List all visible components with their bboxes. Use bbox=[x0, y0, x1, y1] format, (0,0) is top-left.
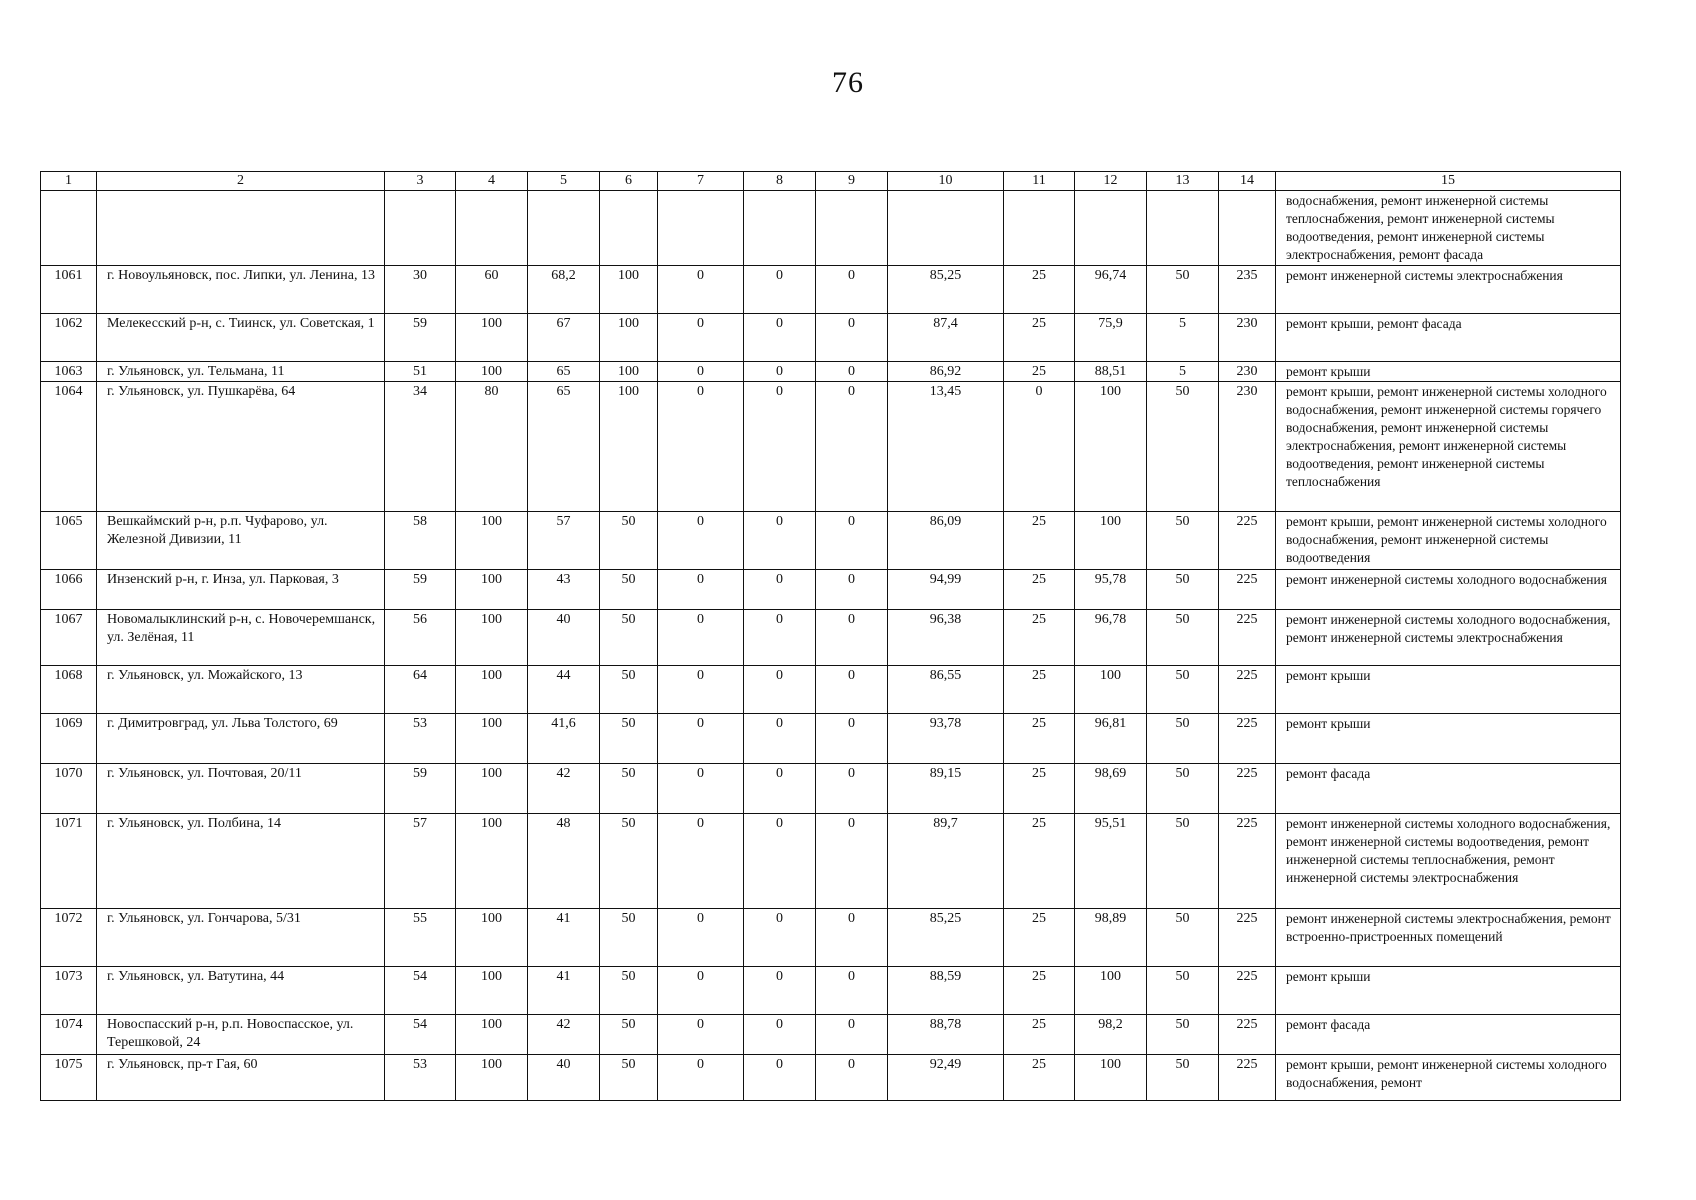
col-9-value: 0 bbox=[816, 382, 888, 512]
work-description: ремонт крыши bbox=[1276, 967, 1621, 1015]
address: г. Ульяновск, ул. Гончарова, 5/31 bbox=[97, 909, 385, 967]
header-row bbox=[41, 172, 1621, 191]
col-12-value: 100 bbox=[1075, 967, 1147, 1015]
col-6-value: 100 bbox=[600, 362, 658, 382]
col-10-value: 88,78 bbox=[888, 1015, 1004, 1055]
col-5-value: 43 bbox=[528, 570, 600, 610]
col-4-value: 100 bbox=[456, 610, 528, 666]
col-8-value: 0 bbox=[744, 382, 816, 512]
row-number: 1066 bbox=[41, 570, 97, 610]
col-11-value: 25 bbox=[1004, 909, 1075, 967]
table-row bbox=[41, 909, 1621, 967]
col-14-value: 225 bbox=[1219, 570, 1276, 610]
col-3-value: 55 bbox=[385, 909, 456, 967]
col-4-value: 100 bbox=[456, 314, 528, 362]
col-4-value: 60 bbox=[456, 266, 528, 314]
col-9-value: 0 bbox=[816, 266, 888, 314]
page-number: 76 bbox=[832, 66, 864, 99]
col-7-value: 0 bbox=[658, 909, 744, 967]
col-4-value: 100 bbox=[456, 814, 528, 909]
col-9-value: 0 bbox=[816, 362, 888, 382]
col-3-value: 59 bbox=[385, 314, 456, 362]
col-14-value: 225 bbox=[1219, 909, 1276, 967]
row-number: 1071 bbox=[41, 814, 97, 909]
col-5-value: 41,6 bbox=[528, 714, 600, 764]
col-11-value: 25 bbox=[1004, 512, 1075, 570]
work-description: ремонт инженерной системы холодного водоснабжения bbox=[1276, 570, 1621, 610]
col-13-value: 50 bbox=[1147, 382, 1219, 512]
col-10-value: 86,09 bbox=[888, 512, 1004, 570]
column-header: 9 bbox=[816, 172, 888, 191]
col-12-value: 96,74 bbox=[1075, 266, 1147, 314]
col-13-value: 50 bbox=[1147, 610, 1219, 666]
work-description: ремонт крыши bbox=[1276, 666, 1621, 714]
col-6-value: 50 bbox=[600, 512, 658, 570]
work-description: ремонт крыши, ремонт инженерной системы холодного водоснабжения, ремонт инженерной системы водоотведения bbox=[1276, 512, 1621, 570]
work-description: ремонт фасада bbox=[1276, 1015, 1621, 1055]
col-7-value: 0 bbox=[658, 362, 744, 382]
col-11-value: 0 bbox=[1004, 382, 1075, 512]
work-description: ремонт крыши, ремонт инженерной системы холодного водоснабжения, ремонт bbox=[1276, 1055, 1621, 1101]
col-5-value: 40 bbox=[528, 1055, 600, 1101]
col-10-value: 96,38 bbox=[888, 610, 1004, 666]
column-header: 6 bbox=[600, 172, 658, 191]
col-11-value: 25 bbox=[1004, 266, 1075, 314]
col-6-value: 100 bbox=[600, 382, 658, 512]
col-7-value: 0 bbox=[658, 764, 744, 814]
col-4-value: 100 bbox=[456, 764, 528, 814]
col-11-value: 25 bbox=[1004, 1055, 1075, 1101]
col-6-value: 50 bbox=[600, 1015, 658, 1055]
col-13-value: 50 bbox=[1147, 666, 1219, 714]
address: Мелекесский р-н, с. Тиинск, ул. Советская, 1 bbox=[97, 314, 385, 362]
col-14-value: 225 bbox=[1219, 967, 1276, 1015]
address: Новомалыклинский р-н, с. Новочеремшанск, ул. Зелёная, 11 bbox=[97, 610, 385, 666]
row-number: 1063 bbox=[41, 362, 97, 382]
work-description: ремонт крыши bbox=[1276, 714, 1621, 764]
column-header: 14 bbox=[1219, 172, 1276, 191]
col-3-value: 56 bbox=[385, 610, 456, 666]
col-12-value: 100 bbox=[1075, 666, 1147, 714]
col-13-value: 50 bbox=[1147, 512, 1219, 570]
table-row bbox=[41, 314, 1621, 362]
col-12-value: 98,89 bbox=[1075, 909, 1147, 967]
col-13-value: 50 bbox=[1147, 967, 1219, 1015]
work-description: водоснабжения, ремонт инженерной системы теплоснабжения, ремонт инженерной системы водоотведения, ремонт инженерной системы электроснабжения, ремонт фасада bbox=[1276, 191, 1621, 266]
col-8-value: 0 bbox=[744, 512, 816, 570]
col-3-value: 54 bbox=[385, 1015, 456, 1055]
table-row bbox=[41, 666, 1621, 714]
column-header: 2 bbox=[97, 172, 385, 191]
col-4-value: 100 bbox=[456, 666, 528, 714]
address: г. Ульяновск, ул. Почтовая, 20/11 bbox=[97, 764, 385, 814]
col-14-value: 225 bbox=[1219, 610, 1276, 666]
table-row bbox=[41, 967, 1621, 1015]
col-7-value: 0 bbox=[658, 1055, 744, 1101]
col-13-value: 50 bbox=[1147, 570, 1219, 610]
address: г. Ульяновск, ул. Пушкарёва, 64 bbox=[97, 382, 385, 512]
col-10-value: 92,49 bbox=[888, 1055, 1004, 1101]
col-5-value: 44 bbox=[528, 666, 600, 714]
table-row bbox=[41, 570, 1621, 610]
col-4-value: 100 bbox=[456, 570, 528, 610]
row-number: 1073 bbox=[41, 967, 97, 1015]
col-14-value: 230 bbox=[1219, 362, 1276, 382]
col-9-value: 0 bbox=[816, 764, 888, 814]
col-12-value: 98,2 bbox=[1075, 1015, 1147, 1055]
col-7-value: 0 bbox=[658, 714, 744, 764]
col-13-value: 50 bbox=[1147, 714, 1219, 764]
col-9-value: 0 bbox=[816, 814, 888, 909]
col-4-value: 100 bbox=[456, 967, 528, 1015]
col-8-value: 0 bbox=[744, 1015, 816, 1055]
column-header: 4 bbox=[456, 172, 528, 191]
col-8-value: 0 bbox=[744, 362, 816, 382]
col-8-value: 0 bbox=[744, 1055, 816, 1101]
column-header: 12 bbox=[1075, 172, 1147, 191]
col-6-value: 50 bbox=[600, 570, 658, 610]
col-7-value: 0 bbox=[658, 610, 744, 666]
col-14-value: 225 bbox=[1219, 1015, 1276, 1055]
col-12-value: 100 bbox=[1075, 1055, 1147, 1101]
continuation-row bbox=[41, 191, 1621, 266]
col-3-value: 30 bbox=[385, 266, 456, 314]
col-3-value: 57 bbox=[385, 814, 456, 909]
col-11-value: 25 bbox=[1004, 967, 1075, 1015]
col-11-value: 25 bbox=[1004, 714, 1075, 764]
col-6-value: 50 bbox=[600, 666, 658, 714]
col-12-value: 96,78 bbox=[1075, 610, 1147, 666]
table-row bbox=[41, 1015, 1621, 1055]
col-10-value: 89,7 bbox=[888, 814, 1004, 909]
col-10-value: 87,4 bbox=[888, 314, 1004, 362]
row-number: 1067 bbox=[41, 610, 97, 666]
col-7-value: 0 bbox=[658, 266, 744, 314]
col-5-value: 68,2 bbox=[528, 266, 600, 314]
col-9-value: 0 bbox=[816, 1055, 888, 1101]
col-5-value: 41 bbox=[528, 967, 600, 1015]
column-header: 8 bbox=[744, 172, 816, 191]
col-3-value: 53 bbox=[385, 1055, 456, 1101]
column-header: 3 bbox=[385, 172, 456, 191]
col-5-value: 57 bbox=[528, 512, 600, 570]
col-7-value: 0 bbox=[658, 967, 744, 1015]
col-9-value: 0 bbox=[816, 512, 888, 570]
col-3-value: 51 bbox=[385, 362, 456, 382]
col-4-value: 100 bbox=[456, 1055, 528, 1101]
col-14-value: 230 bbox=[1219, 314, 1276, 362]
col-8-value: 0 bbox=[744, 610, 816, 666]
col-9-value: 0 bbox=[816, 909, 888, 967]
address: г. Ульяновск, ул. Ватутина, 44 bbox=[97, 967, 385, 1015]
row-number: 1069 bbox=[41, 714, 97, 764]
col-12-value: 95,78 bbox=[1075, 570, 1147, 610]
col-3-value: 59 bbox=[385, 570, 456, 610]
col-13-value: 50 bbox=[1147, 814, 1219, 909]
col-6-value: 100 bbox=[600, 314, 658, 362]
col-6-value: 50 bbox=[600, 764, 658, 814]
address: г. Димитровград, ул. Льва Толстого, 69 bbox=[97, 714, 385, 764]
col-7-value: 0 bbox=[658, 570, 744, 610]
col-13-value: 50 bbox=[1147, 1055, 1219, 1101]
address: г. Ульяновск, ул. Тельмана, 11 bbox=[97, 362, 385, 382]
col-4-value: 100 bbox=[456, 1015, 528, 1055]
col-5-value: 65 bbox=[528, 362, 600, 382]
row-number: 1075 bbox=[41, 1055, 97, 1101]
col-5-value: 67 bbox=[528, 314, 600, 362]
row-number: 1064 bbox=[41, 382, 97, 512]
col-10-value: 86,92 bbox=[888, 362, 1004, 382]
col-14-value: 235 bbox=[1219, 266, 1276, 314]
col-8-value: 0 bbox=[744, 666, 816, 714]
col-5-value: 65 bbox=[528, 382, 600, 512]
table-row bbox=[41, 714, 1621, 764]
col-11-value: 25 bbox=[1004, 814, 1075, 909]
col-12-value: 100 bbox=[1075, 512, 1147, 570]
column-header: 1 bbox=[41, 172, 97, 191]
col-8-value: 0 bbox=[744, 967, 816, 1015]
col-8-value: 0 bbox=[744, 714, 816, 764]
col-10-value: 88,59 bbox=[888, 967, 1004, 1015]
work-description: ремонт инженерной системы холодного водоснабжения, ремонт инженерной системы водоотведения, ремонт инженерной системы теплоснабжения, ремонт инженерной системы электроснабжения bbox=[1276, 814, 1621, 909]
work-description: ремонт инженерной системы холодного водоснабжения, ремонт инженерной системы электроснабжения bbox=[1276, 610, 1621, 666]
col-12-value: 75,9 bbox=[1075, 314, 1147, 362]
address: Инзенский р-н, г. Инза, ул. Парковая, 3 bbox=[97, 570, 385, 610]
work-description: ремонт крыши bbox=[1276, 362, 1621, 382]
col-5-value: 48 bbox=[528, 814, 600, 909]
col-10-value: 85,25 bbox=[888, 266, 1004, 314]
col-5-value: 42 bbox=[528, 1015, 600, 1055]
col-13-value: 50 bbox=[1147, 1015, 1219, 1055]
col-12-value: 96,81 bbox=[1075, 714, 1147, 764]
col-9-value: 0 bbox=[816, 967, 888, 1015]
col-8-value: 0 bbox=[744, 814, 816, 909]
column-header: 7 bbox=[658, 172, 744, 191]
col-14-value: 230 bbox=[1219, 382, 1276, 512]
col-12-value: 95,51 bbox=[1075, 814, 1147, 909]
col-11-value: 25 bbox=[1004, 764, 1075, 814]
col-6-value: 50 bbox=[600, 967, 658, 1015]
col-10-value: 89,15 bbox=[888, 764, 1004, 814]
column-header: 13 bbox=[1147, 172, 1219, 191]
capital-repair-table bbox=[40, 171, 1621, 1101]
col-10-value: 86,55 bbox=[888, 666, 1004, 714]
address: Новоспасский р-н, р.п. Новоспасское, ул. Терешковой, 24 bbox=[97, 1015, 385, 1055]
table-row bbox=[41, 610, 1621, 666]
col-11-value: 25 bbox=[1004, 1015, 1075, 1055]
table-row bbox=[41, 512, 1621, 570]
col-13-value: 5 bbox=[1147, 362, 1219, 382]
col-3-value: 34 bbox=[385, 382, 456, 512]
row-number: 1074 bbox=[41, 1015, 97, 1055]
col-4-value: 100 bbox=[456, 909, 528, 967]
address: г. Новоульяновск, пос. Липки, ул. Ленина, 13 bbox=[97, 266, 385, 314]
col-9-value: 0 bbox=[816, 666, 888, 714]
col-8-value: 0 bbox=[744, 314, 816, 362]
address: Вешкаймский р-н, р.п. Чуфарово, ул. Железной Дивизии, 11 bbox=[97, 512, 385, 570]
col-12-value: 100 bbox=[1075, 382, 1147, 512]
col-14-value: 225 bbox=[1219, 666, 1276, 714]
address: г. Ульяновск, ул. Можайского, 13 bbox=[97, 666, 385, 714]
col-13-value: 50 bbox=[1147, 764, 1219, 814]
col-7-value: 0 bbox=[658, 666, 744, 714]
col-3-value: 53 bbox=[385, 714, 456, 764]
col-13-value: 50 bbox=[1147, 266, 1219, 314]
col-8-value: 0 bbox=[744, 909, 816, 967]
work-description: ремонт крыши, ремонт инженерной системы холодного водоснабжения, ремонт инженерной системы горячего водоснабжения, ремонт инженерной системы электроснабжения, ремонт инженерной системы водоотведения, ремонт инженерной системы теплоснабжения bbox=[1276, 382, 1621, 512]
table-row bbox=[41, 814, 1621, 909]
col-11-value: 25 bbox=[1004, 314, 1075, 362]
col-7-value: 0 bbox=[658, 1015, 744, 1055]
col-5-value: 42 bbox=[528, 764, 600, 814]
col-12-value: 98,69 bbox=[1075, 764, 1147, 814]
col-8-value: 0 bbox=[744, 764, 816, 814]
work-description: ремонт инженерной системы электроснабжения, ремонт встроенно-пристроенных помещений bbox=[1276, 909, 1621, 967]
col-9-value: 0 bbox=[816, 314, 888, 362]
col-6-value: 50 bbox=[600, 814, 658, 909]
col-10-value: 13,45 bbox=[888, 382, 1004, 512]
col-6-value: 50 bbox=[600, 909, 658, 967]
col-14-value: 225 bbox=[1219, 714, 1276, 764]
row-number: 1065 bbox=[41, 512, 97, 570]
col-3-value: 54 bbox=[385, 967, 456, 1015]
col-5-value: 40 bbox=[528, 610, 600, 666]
col-7-value: 0 bbox=[658, 814, 744, 909]
address: г. Ульяновск, ул. Полбина, 14 bbox=[97, 814, 385, 909]
col-9-value: 0 bbox=[816, 610, 888, 666]
column-header: 15 bbox=[1276, 172, 1621, 191]
col-9-value: 0 bbox=[816, 714, 888, 764]
col-8-value: 0 bbox=[744, 570, 816, 610]
col-7-value: 0 bbox=[658, 382, 744, 512]
column-header: 10 bbox=[888, 172, 1004, 191]
row-number: 1072 bbox=[41, 909, 97, 967]
col-11-value: 25 bbox=[1004, 666, 1075, 714]
col-5-value: 41 bbox=[528, 909, 600, 967]
col-4-value: 100 bbox=[456, 714, 528, 764]
table-row bbox=[41, 764, 1621, 814]
col-14-value: 225 bbox=[1219, 814, 1276, 909]
col-9-value: 0 bbox=[816, 570, 888, 610]
row-number: 1068 bbox=[41, 666, 97, 714]
col-13-value: 5 bbox=[1147, 314, 1219, 362]
work-description: ремонт крыши, ремонт фасада bbox=[1276, 314, 1621, 362]
work-description: ремонт фасада bbox=[1276, 764, 1621, 814]
col-10-value: 94,99 bbox=[888, 570, 1004, 610]
col-9-value: 0 bbox=[816, 1015, 888, 1055]
col-3-value: 59 bbox=[385, 764, 456, 814]
table-row bbox=[41, 362, 1621, 382]
col-11-value: 25 bbox=[1004, 570, 1075, 610]
address: г. Ульяновск, пр-т Гая, 60 bbox=[97, 1055, 385, 1101]
col-6-value: 50 bbox=[600, 1055, 658, 1101]
col-10-value: 85,25 bbox=[888, 909, 1004, 967]
col-14-value: 225 bbox=[1219, 512, 1276, 570]
col-6-value: 50 bbox=[600, 714, 658, 764]
col-7-value: 0 bbox=[658, 512, 744, 570]
col-14-value: 225 bbox=[1219, 1055, 1276, 1101]
col-12-value: 88,51 bbox=[1075, 362, 1147, 382]
col-4-value: 100 bbox=[456, 512, 528, 570]
col-4-value: 80 bbox=[456, 382, 528, 512]
work-description: ремонт инженерной системы электроснабжения bbox=[1276, 266, 1621, 314]
col-6-value: 100 bbox=[600, 266, 658, 314]
col-6-value: 50 bbox=[600, 610, 658, 666]
row-number: 1061 bbox=[41, 266, 97, 314]
col-14-value: 225 bbox=[1219, 764, 1276, 814]
col-4-value: 100 bbox=[456, 362, 528, 382]
table-row bbox=[41, 1055, 1621, 1101]
col-3-value: 58 bbox=[385, 512, 456, 570]
table-row bbox=[41, 382, 1621, 512]
row-number: 1070 bbox=[41, 764, 97, 814]
col-8-value: 0 bbox=[744, 266, 816, 314]
column-header: 11 bbox=[1004, 172, 1075, 191]
col-11-value: 25 bbox=[1004, 362, 1075, 382]
col-13-value: 50 bbox=[1147, 909, 1219, 967]
column-header: 5 bbox=[528, 172, 600, 191]
col-7-value: 0 bbox=[658, 314, 744, 362]
table-row bbox=[41, 266, 1621, 314]
col-3-value: 64 bbox=[385, 666, 456, 714]
col-10-value: 93,78 bbox=[888, 714, 1004, 764]
col-11-value: 25 bbox=[1004, 610, 1075, 666]
row-number: 1062 bbox=[41, 314, 97, 362]
